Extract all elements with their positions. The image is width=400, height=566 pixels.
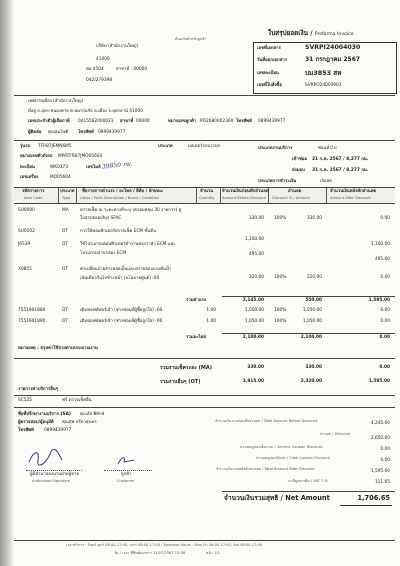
summary-label: ส่วนลด / Discount xyxy=(320,432,351,436)
row-disc: 1,050.00 xyxy=(302,308,322,313)
remark-line xyxy=(18,347,98,351)
summary-label: ภาษีมูลค่าเพิ่ม / VAT 7 % xyxy=(288,479,328,483)
row-desc-line2: เช่นเดียวกันไปข้างหน้า (นโยบายศูนย์) -00 xyxy=(80,276,160,281)
summary-value: 1,595.00 xyxy=(370,469,390,474)
row-code: X0855 xyxy=(18,267,32,272)
vehicle-model-label: ประเภท xyxy=(158,144,173,149)
row-after: 1,100.00 xyxy=(370,242,390,247)
summary-label: ส่วนลดคูปองเงินสด / Cash Coupon Discount xyxy=(256,456,330,460)
row-desc: การใช้คอมพิวเตอร์ตรวจเช็ค ECM ขั้นต้น xyxy=(80,229,157,234)
handwritten-mileage-note: 39850 กม. xyxy=(101,160,133,171)
row-after: 0.00 xyxy=(380,319,390,324)
row-pct: 100% xyxy=(274,275,287,280)
row-before: 220.00 xyxy=(248,275,264,280)
row-after: 0.00 xyxy=(380,308,390,313)
vehicle-type-label: รุ่นรถ xyxy=(20,144,31,149)
company-phone: 042/279398 xyxy=(86,78,113,83)
contact-label: ผู้ติดต่อ xyxy=(28,130,42,135)
col-header-code-en: Item Code xyxy=(24,196,43,200)
doc-date-label: วันที่ออกเอกสาร xyxy=(257,58,287,63)
row-type: OT xyxy=(62,242,69,247)
other-item-code: SC525 xyxy=(18,398,32,403)
row-code: 7551901880 xyxy=(18,308,46,313)
arrival-value: 31 ก.ค. 2567 / 8,277 กม. xyxy=(312,157,369,162)
other-items-label: รายการค่าบริการอื่นๆ xyxy=(18,387,59,392)
advisor-phone-label: โทรศัพท์ xyxy=(18,428,34,433)
ma-total-disc: 330.00 xyxy=(305,365,322,370)
business-hours: เวลาทำการ : จันทร์-ศุกร์ 08:00-17:00, เสาร์ 08:00-17:00 / Business Hours : Mon-Fri 08:00-17:00, Sat 08:00-17:00 xyxy=(66,543,263,547)
delivery-label: ส่งมอบ xyxy=(292,168,305,173)
vehicle-model: มอเตอร์รถบรรทุก xyxy=(188,144,221,149)
col-header-after: จำนวนเงินหลังหักส่วนลด xyxy=(330,189,377,194)
net-amount-value: 1,706.65 xyxy=(357,494,390,502)
col-header-type: ประเภท xyxy=(60,189,75,194)
doc-date-value: 31 กรกฎาคม 2567 xyxy=(305,56,361,63)
row-before: 330.00 xyxy=(248,216,264,221)
mileage-label: เลขไมล์ xyxy=(86,165,101,170)
row-code: SU0102 xyxy=(18,229,35,234)
scan-edge-shadow xyxy=(0,0,14,566)
contact-tel-value: 0899439977 xyxy=(98,130,126,135)
labor-total-label: รวมค่าแรง xyxy=(186,298,207,303)
delivery-value: 31 ก.ค. 2567 / 8,277 กม. xyxy=(312,168,369,173)
col-header-discount-en: Discount % / Amount xyxy=(272,196,310,200)
col-header-qty-en: Quantity xyxy=(199,196,215,200)
col-header-desc-en: Labor / Parts Description / Brand / Condition xyxy=(80,196,160,200)
company-postcode: 41000 xyxy=(96,57,110,62)
row-qty: 1.00 xyxy=(206,308,216,313)
company-branch: บริษัท (สำนักงานใหญ่) xyxy=(96,44,139,49)
parts-total-after: 0.00 xyxy=(379,335,390,340)
ma-total-label: รวมงานเช็คระยะ (MA) xyxy=(160,365,213,371)
payment-type: เงินสด xyxy=(320,179,332,184)
row-desc: ใช้โปรแกรมคอมพิวเตอร์ทำงานของวาล์ว ECM และ xyxy=(80,242,176,247)
print-timestamp: วัน / เวลา ที่พิมพ์เอกสาร 31/07/2567 13:38 xyxy=(114,551,186,555)
document-title: ใบสรุปยอดเงิน / Proforma Invoice xyxy=(268,29,354,37)
customer-signature-label-en: Customer xyxy=(117,479,135,483)
original-copy-caption: ต้นฉบับสำหรับลูกค้า xyxy=(175,37,207,41)
authorized-signature-label: ผู้มีอำนาจลงนามฝ่ายผู้ขาย xyxy=(30,472,79,477)
doc-number-label: เลขที่เอกสาร xyxy=(257,46,281,51)
po-number-label: เลขที่ใบสั่งซื้อ xyxy=(257,83,282,88)
summary-value: 2,650.00 xyxy=(370,436,390,441)
row-type: OT xyxy=(62,229,69,234)
row-code: J6539 xyxy=(18,242,31,247)
ot-total-label: รวมงานอื่นๆ (OT) xyxy=(160,379,201,385)
contact-name: คุณสมโชติ xyxy=(48,130,69,135)
registration-value: บม3853 สห xyxy=(305,69,342,77)
company-branch-code: สาขาที่ : 00000 xyxy=(116,67,148,72)
customer-name: เทศบาลเมือง (สำนักงานใหญ่) xyxy=(28,99,84,104)
authorized-signature-mark xyxy=(26,448,66,468)
branch-value: 00000 xyxy=(136,119,150,124)
row-after: 495.00 xyxy=(374,257,390,262)
summary-value: 0.00 xyxy=(380,458,390,463)
row-before: 1,050.00 xyxy=(244,319,264,324)
row-disc: 1,050.00 xyxy=(302,319,322,324)
col-header-type-en: Type xyxy=(62,196,71,200)
arrival-label: เข้าซ่อม xyxy=(292,157,308,162)
ot-total-after: 1,595.00 xyxy=(368,379,390,384)
labor-total-before: 2,145.00 xyxy=(242,298,264,303)
ma-total-before: 330.00 xyxy=(247,365,264,370)
chassis-label: หมายเลขตัวถังรถ xyxy=(20,154,53,159)
row-qty: 1.00 xyxy=(206,319,216,324)
row-desc: ตรวจเช็ค ณ ระยะทางที่ระบุ (ครอบคลุม 30 รายการ) ดู xyxy=(80,208,182,213)
document-title-thai: ใบสรุปยอดเงิน xyxy=(268,29,308,37)
po-number-value: SVRPO24003901 xyxy=(305,83,342,88)
row-desc-line2: ใบสรุปยอดเงินฯ SFAC xyxy=(80,216,122,221)
row-type: OT xyxy=(62,267,69,272)
row-before: 495.00 xyxy=(248,252,264,257)
row-pct: 100% xyxy=(274,308,287,313)
summary-value: 111.65 xyxy=(374,480,390,485)
row-after: 0.00 xyxy=(380,275,390,280)
row-desc: เติมซอฟท์ฟอร์เจ้า (ช่างซ่อมที่ผู้ซื้อถูกใจ) -00 xyxy=(80,308,163,313)
engine-label: เลขเครื่อง xyxy=(20,175,39,180)
parts-total-before: 2,100.00 xyxy=(242,335,264,340)
row-before: 1,050.00 xyxy=(244,308,264,313)
summary-label: จำนวนเงินรวมก่อนหักส่วนลด / Total Amount Before Discount xyxy=(215,419,318,423)
col-header-before-en: Amount Before Discount xyxy=(222,196,266,200)
payment-type-label: ประเภทการชำระเงิน xyxy=(258,179,297,184)
tel-label: โทรศัพท์ xyxy=(236,119,252,124)
service-type-label: ประเภทงานบริการ xyxy=(258,146,293,151)
summary-label: จำนวนเงินรวมหลังหักส่วนลด / Total Amount After Discount xyxy=(216,467,315,471)
tax-id-label: เลขประจำตัวผู้เสียภาษี xyxy=(28,119,70,124)
row-type: OT xyxy=(62,319,69,324)
plate-label: ทะเบียน xyxy=(20,165,35,170)
row-desc-line2: โปรแกรมจากกล่อง ECM xyxy=(80,251,127,256)
summary-value: 4,245.00 xyxy=(370,421,390,426)
tax-id-value: 0415562000021 xyxy=(78,119,114,124)
authorized-signature-label-en: Authorized Signature xyxy=(32,479,70,483)
ma-total-after: 0.00 xyxy=(379,365,390,370)
registration-label: เลขทะเบียน xyxy=(257,71,279,76)
claim-label: หมายเลขลูกค้า xyxy=(168,119,197,124)
labor-total-after: 1,595.00 xyxy=(368,298,390,303)
claim-value: PO2680002369 xyxy=(200,119,234,124)
inspector-label: ผู้ตรวจสอบ/ผู้อนุมัติ xyxy=(18,420,54,425)
remark-text: สรุปค่าใช้จ่ายตามประมาณงาน xyxy=(40,346,98,351)
row-type: MA xyxy=(62,208,69,213)
advisor-name: คุณอัจ พิทักษ์ xyxy=(80,412,105,417)
col-header-before: จำนวนเงินก่อนหักส่วนลด xyxy=(222,189,269,194)
contact-tel-label: โทรศัพท์ xyxy=(78,130,94,135)
col-header-qty: จำนวน xyxy=(200,189,214,194)
branch-label: สาขาที่ xyxy=(120,119,134,124)
row-pct: 100% xyxy=(274,319,287,324)
customer-signature-mark xyxy=(114,452,140,470)
col-header-desc: ชื่อรายการค่าแรง / อะไหล่ / ยี่ห้อ / ลักษณะ xyxy=(82,189,164,194)
row-type: OT xyxy=(62,308,69,313)
net-amount-label: จำนวนเงินรวมสุทธิ / Net Amount xyxy=(224,494,330,502)
row-after: 0.00 xyxy=(380,216,390,221)
chassis-value: MPATFR87JMO05604 xyxy=(58,154,103,159)
service-type: ซ่อมทั่วไป xyxy=(318,146,337,151)
ot-total-disc: 2,320.00 xyxy=(300,379,322,384)
company-fax: ต่อ 4504 xyxy=(86,67,104,72)
advisor-label: ชื่อที่ปรึกษางานบริการ (SA) xyxy=(18,412,71,417)
engine-value: MO05604 xyxy=(50,175,71,180)
ot-total-before: 3,915.00 xyxy=(242,379,264,384)
row-before: 1,100.00 xyxy=(244,237,264,242)
row-pct: 100% xyxy=(274,216,287,221)
col-header-discount: ส่วนลด xyxy=(288,189,302,194)
col-header-code: รหัสรายการ xyxy=(22,189,45,194)
row-code: 7551901890 xyxy=(18,319,46,324)
other-item-desc: ฟรี ตรวจเช็คอื่น xyxy=(62,398,92,403)
vehicle-type: TFR87JEMN6M5 xyxy=(38,144,72,149)
parts-total-label: รวมอะไหล่ xyxy=(186,335,207,340)
inspector-name: คุณสุพ ปรีดาสุนทร xyxy=(62,420,97,425)
plate-value: WK0373 xyxy=(50,165,69,170)
customer-address: ที่อยู่ ถ.อุดร-หนองคาย ต.หมากแข้ง อ.เมือง จ.อุดรธานี 41000 xyxy=(28,109,143,114)
row-disc: 220.00 xyxy=(306,275,322,280)
page-number: หน้า 1/1 xyxy=(206,551,220,555)
row-disc: 330.00 xyxy=(306,216,322,221)
customer-signature-label: ลูกค้า xyxy=(121,472,132,477)
tel-value: 0899439977 xyxy=(258,119,286,124)
col-header-after-en: Amount After Discount xyxy=(330,196,371,200)
row-code: SU0090 xyxy=(18,208,35,213)
advisor-phone: 0899439977 xyxy=(44,428,72,433)
row-desc: ค่าเปลี่ยนถ่ายสารหล่อเย็นและตรวจสอบแรงดันน้ำ xyxy=(80,267,172,272)
parts-total-disc: 2,100.00 xyxy=(300,335,322,340)
doc-number-value: SVRPI24004030 xyxy=(305,44,361,51)
labor-total-disc: 550.00 xyxy=(305,298,322,303)
row-desc: เติมซอฟท์ฟอร์เจ้า (ช่างซ่อมที่ผู้ซื้อถูกใจ) -00 xyxy=(80,319,163,324)
summary-label: ส่วนลดคูปองเช็คระยะ / Service Coupon Discount xyxy=(240,445,323,449)
remark-label: หมายเหตุ : xyxy=(18,346,41,351)
summary-value: 0.00 xyxy=(380,447,390,452)
document-title-english: Proforma Invoice xyxy=(314,32,354,37)
